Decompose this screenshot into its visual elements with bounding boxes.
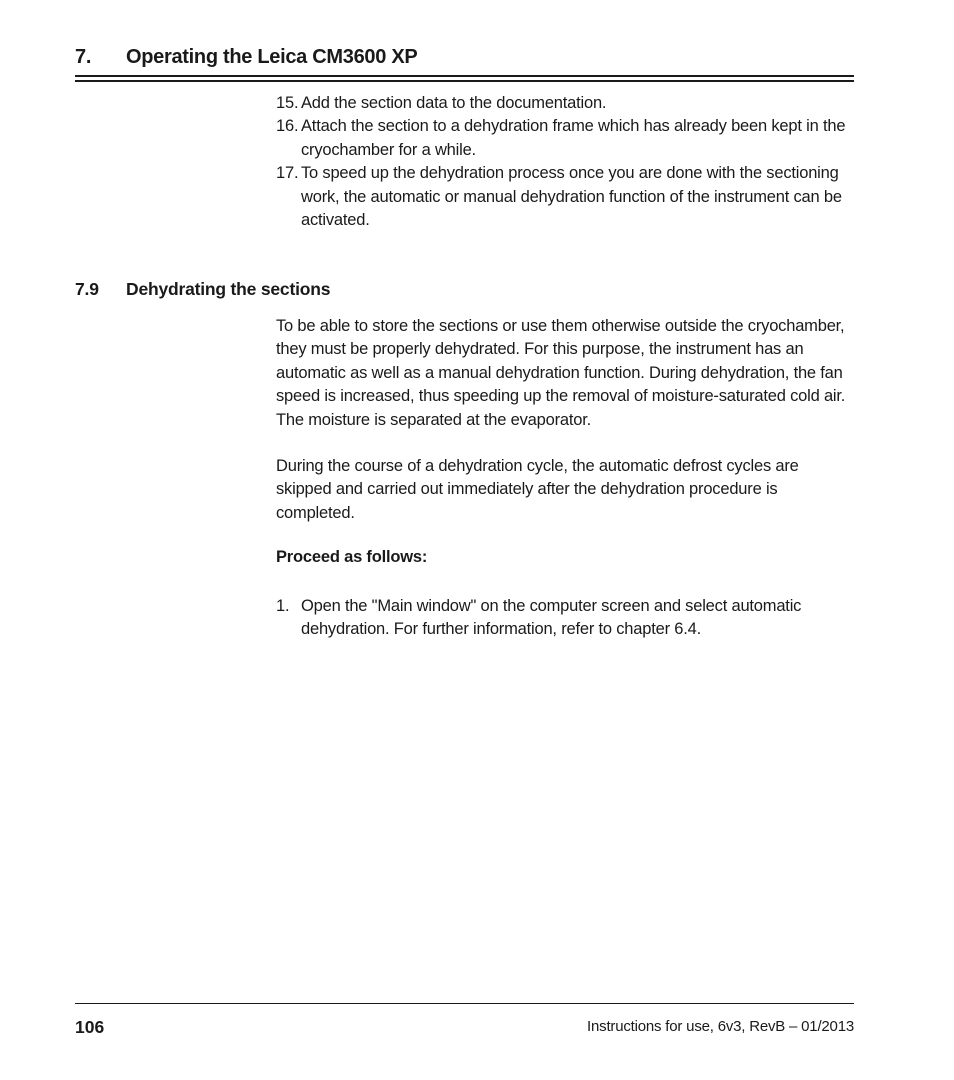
section-number: 7.9 [75, 279, 99, 299]
chapter-number: 7. [75, 46, 92, 68]
header-rule-thin [75, 80, 854, 82]
section-title: Dehydrating the sections [126, 279, 331, 299]
header-rule-thick [75, 75, 854, 77]
footer-doc-info: Instructions for use, 6v3, RevB – 01/2013 [587, 1018, 854, 1035]
continued-steps-list [276, 92, 856, 232]
list-item [276, 115, 856, 162]
chapter-title: Operating the Leica CM3600 XP [126, 46, 418, 68]
step-text: Attach the section to a dehydration frame which has already been kept in the cryochamber for a while. [301, 117, 846, 159]
step-text: Open the "Main window" on the computer screen and select automatic dehydration. For further information, refer to chapter 6.4. [301, 597, 802, 639]
step-text: Add the section data to the documentation. [301, 94, 607, 112]
procedure-steps-list [276, 595, 856, 642]
list-item [276, 92, 856, 115]
page-number: 106 [75, 1017, 105, 1037]
footer-rule [75, 1003, 854, 1004]
chapter-header [75, 44, 854, 74]
list-item [276, 162, 856, 232]
section-paragraph: To be able to store the sections or use them otherwise outside the cryochamber, they must be properly dehydrated. For this purpose, the instrument has an automatic as well as a manual dehydration function. During dehydration, the fan speed is increased, thus speeding up the removal of moisture-saturated cold air. The moisture is separated at the evaporator. [276, 317, 846, 429]
step-text: To speed up the dehydration process once you are done with the sectioning work, the automatic or manual dehydration function of the instrument can be activated. [301, 164, 842, 230]
section-paragraph: During the course of a dehydration cycle, the automatic defrost cycles are skipped and carried out immediately after the dehydration procedure is completed. [276, 457, 799, 522]
list-item [276, 595, 856, 642]
proceed-label: Proceed as follows: [276, 548, 428, 566]
step-number: 1. [276, 597, 290, 615]
step-number: 15. [276, 94, 299, 112]
step-number: 17. [276, 164, 299, 183]
step-number: 16. [276, 117, 299, 136]
